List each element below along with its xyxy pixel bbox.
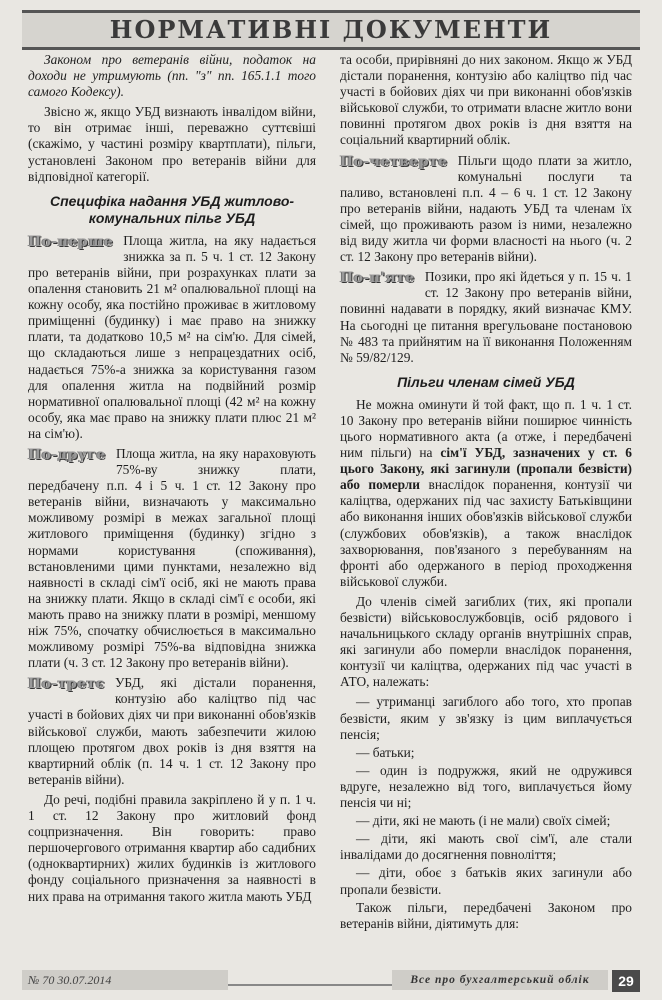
list-item: — діти, обоє з батьків яких загинули або пропали безвісти. — [340, 865, 632, 897]
point-marker: По-друге — [28, 446, 106, 463]
point-text: Площа житла, на яку надається знижка за п. 5 ч. 1 ст. 12 Закону про ветеранів війни, при розрахунках плати за опалення становить 21 м² опалювальної площі на кожну особу, яка постійно проживає в житловому приміщенні (будинку) і має право на знижку плати, та додатково 10,5 м² на сім'ю. Для сімей, що складаються лише з непрацездатних осіб, надається 75%-а знижка за користування газом для опалення житла на подвійний розмір нормативної опалювальної площі (42 м² на кожну особу, яка має право на знижку плати плюс 21 м² на сім'ю). — [28, 232, 316, 441]
bold-text-run: сім'ї УБД, зазначених у ст. 6 цього Закону, які загинули (пропали безвісти) або померли — [340, 445, 632, 493]
point-marker: По-п'яте — [340, 270, 415, 287]
point-third — [28, 675, 316, 788]
point-fifth — [340, 269, 632, 366]
list-item: — батьки; — [356, 744, 415, 760]
paragraph: До членів сімей загиблих (тих, які пропали безвісти) військовослужбовців, осіб рядового і начальницького складу органів внутрішніх справ, які загинули або померли внаслідок поранення, контузії чи каліцтва, одержаних під час участі в АТО, належать: — [340, 593, 632, 690]
right-column — [340, 52, 632, 936]
point-text: Позики, про які йдеться у п. 15 ч. 1 ст. 12 Закону про ветеранів війни, повинні надавати в порядку, який визначає КМУ. На сьогодні це питання врегульоване постановою № 483 та прийнятим на її виконання Положенням № 59/82/129. — [340, 269, 632, 365]
subheading: Специфіка надання УБД житлово-комунальних пільг УБД — [49, 192, 295, 226]
point-text: Площа житла, на яку нараховують 75%-ву знижку плати, передбачену п.п. 4 і 5 ч. 1 ст. 12 Закону про ветеранів війни, визначають у максимально можливому розмірі в межах загальної площі житлового приміщення (будинку) згідно з нормами користування (споживання), встановленими цими пунктами, незалежно від наявності в складі сім'ї осіб, які не мають права на знижку плати. Якщо в складі сім'ї є особи, які мають право на знижку плати в розмірі, меншому ніж 75%, спочатку обчислюється в максимально можливому розмірі 75%-ва відповідна знижка плати (ч. 3 ст. 12 Закону про ветеранів війни). — [28, 445, 316, 671]
list-item: — діти, які мають свої сім'ї, але стали інвалідами до досягнення повноліття; — [340, 831, 632, 863]
page-number: 29 — [612, 970, 640, 992]
list-item: — діти, які не мають (і не мали) своїх сімей; — [356, 813, 611, 829]
section-header: НОРМАТИВНІ ДОКУМЕНТИ — [22, 10, 640, 50]
footer — [22, 970, 640, 994]
paragraph: Звісно ж, якщо УБД визнають інвалідом війни, то він отримає інші, переважно суттєвіші (скажімо, у частині розміру квартплати), пільги, установлені Законом про ветеранів війни для відповідної категорії. — [28, 104, 316, 184]
point-fourth — [340, 153, 632, 266]
point-marker: По-третє — [28, 676, 105, 693]
list-item: — утриманці загиблого або того, хто пропав безвісти, яким у зв'язку із цим виплачується пенсія; — [340, 694, 632, 742]
text-run: Не можна оминути й той факт, що п. 1 ч. 1 ст. 10 Закону про ветеранів війни поширює чинність цього нормативного акта (а отже, і передбачені ним пільги) на — [340, 396, 632, 461]
paragraph: та особи, прирівняні до них законом. Якщо ж УБД дістали поранення, контузію або каліцтво під час участі в бойових діях чи при виконанні обов'язків військової служби, то отримати власне житло вони повинні протягом двох років із дня взяття на соціальний квартирний облік. — [340, 52, 632, 148]
point-text: Пільги щодо плати за житло, комунальні послуги та паливо, встановлені п.п. 4 – 6 ч. 1 ст. 12 Закону про ветеранів війни, надають УБД та членам їх сімей, що проживають разом із ними, незалежно від виду житла чи форми власності на нього (ч. 2 ст. 12 Закону про ветеранів війни). — [340, 152, 632, 265]
journal-title: Все про бухгалтерський облік — [392, 970, 608, 990]
family-members-list — [340, 694, 632, 897]
text-run: внаслідок поранення, контузії чи каліцтва, одержаних під час захисту Батьківщини або виконання інших обов'язків військової служби (службових обов'язків), а також внаслідок захворювання, пов'язаного з перебуванням на фронті або одержаного в період проходження військової служби. — [340, 477, 632, 589]
point-marker: По-перше — [28, 233, 114, 250]
subheading: Пільги членам сімей УБД — [397, 373, 575, 390]
point-second — [28, 446, 316, 671]
point-marker: По-четверте — [340, 153, 448, 170]
paragraph: До речі, подібні правила закріплено й у п. 1 ч. 1 ст. 12 Закону про житловий фонд соцпризначення. Він говорить: право першочергового отримання квартир або садибних (одноквартирних) жилих будинків із житлового фонду соціального призначення за наявності в них права на отримання такого житла мають УБД — [28, 791, 316, 904]
paragraph: Також пільги, передбачені Законом про ветеранів війни, діятимуть для: — [340, 899, 632, 931]
paragraph — [340, 397, 632, 590]
list-item: — один із подружжя, який не одружився вдруге, незалежно від того, виплачується йому пенсія чи ні; — [340, 762, 632, 811]
intro-paragraph: Законом про ветеранів війни, податок на доходи не утримують (пп. "з" пп. 165.1.1 того самого Кодексу). — [28, 52, 316, 100]
left-column — [28, 52, 316, 909]
point-text: УБД, які дістали поранення, контузію або каліцтво під час участі в бойових діях чи при виконанні обов'язків військової служби, мають забезпечити жилою площею протягом двох років із дня взяття на квартирний облік (п. 14 ч. 1 ст. 12 Закону про ветеранів війни). — [28, 675, 316, 787]
point-first — [28, 233, 316, 442]
issue-number: № 70 30.07.2014 — [22, 970, 228, 990]
